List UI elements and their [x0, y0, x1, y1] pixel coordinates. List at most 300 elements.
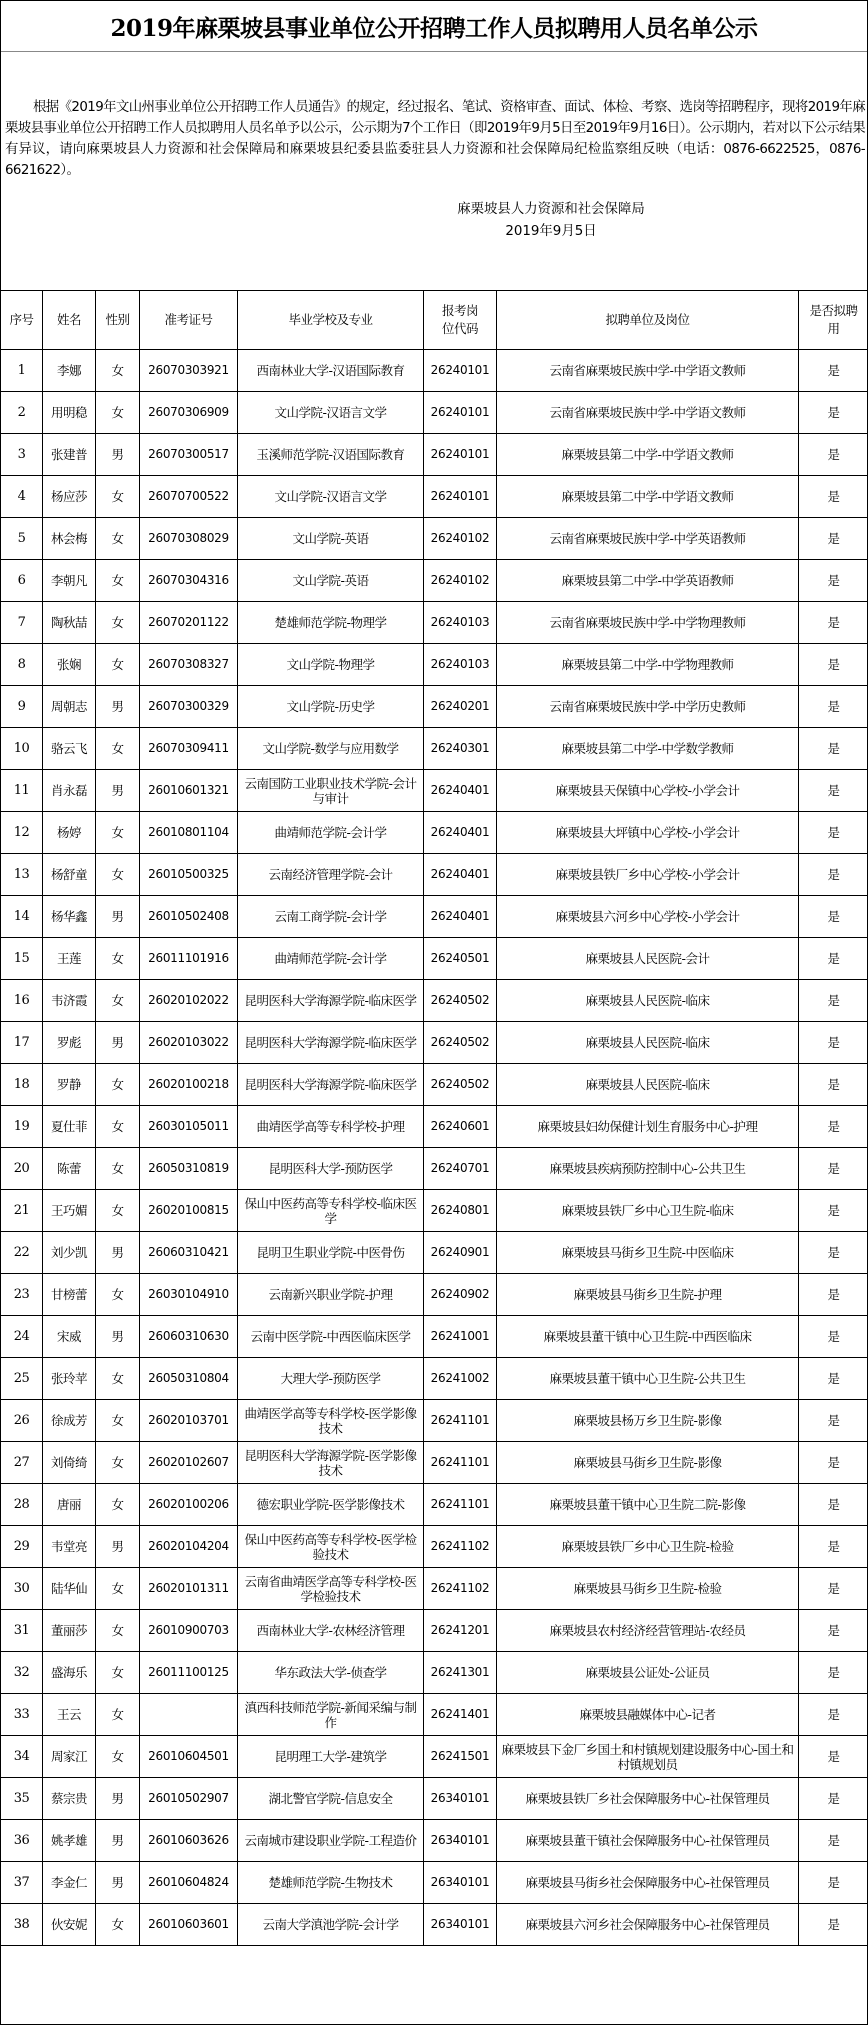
cell-seq: 18	[1, 1064, 43, 1106]
cell-exam-id	[140, 1694, 238, 1736]
cell-hired: 是	[799, 1316, 868, 1358]
cell-unit-post: 麻栗坡县融媒体中心-记者	[497, 1694, 799, 1736]
cell-gender: 女	[96, 1274, 140, 1316]
cell-unit-post: 麻栗坡县董干镇中心卫生院-中西医临床	[497, 1316, 799, 1358]
cell-gender: 女	[96, 1190, 140, 1232]
cell-post-code: 26240502	[424, 1022, 497, 1064]
cell-hired: 是	[799, 1526, 868, 1568]
cell-seq: 26	[1, 1400, 43, 1442]
cell-school-major: 文山学院-物理学	[238, 644, 424, 686]
cell-hired: 是	[799, 728, 868, 770]
cell-gender: 女	[96, 1484, 140, 1526]
cell-seq: 10	[1, 728, 43, 770]
table-row	[1, 1568, 868, 1610]
table-row	[1, 938, 868, 980]
cell-school-major: 昆明医科大学海源学院-临床医学	[238, 1064, 424, 1106]
table-row	[1, 1610, 868, 1652]
cell-school-major: 文山学院-英语	[238, 518, 424, 560]
cell-hired: 是	[799, 392, 868, 434]
table-row	[1, 1106, 868, 1148]
page-title: 2019年麻栗坡县事业单位公开招聘工作人员拟聘用人员名单公示	[1, 1, 867, 52]
cell-name: 林会梅	[43, 518, 96, 560]
cell-name: 张建普	[43, 434, 96, 476]
cell-unit-post: 麻栗坡县铁厂乡社会保障服务中心-社保管理员	[497, 1778, 799, 1820]
header-post-code: 报考岗位代码	[424, 291, 497, 350]
cell-seq: 2	[1, 392, 43, 434]
cell-unit-post: 麻栗坡县铁厂乡中心卫生院-检验	[497, 1526, 799, 1568]
cell-gender: 女	[96, 1904, 140, 1946]
table-row	[1, 728, 868, 770]
table-row	[1, 1022, 868, 1064]
cell-school-major: 楚雄师范学院-生物技术	[238, 1862, 424, 1904]
cell-exam-id: 26020100206	[140, 1484, 238, 1526]
cell-school-major: 云南新兴职业学院-护理	[238, 1274, 424, 1316]
cell-school-major: 曲靖医学高等专科学校-医学影像技术	[238, 1400, 424, 1442]
cell-seq: 19	[1, 1106, 43, 1148]
cell-school-major: 文山学院-英语	[238, 560, 424, 602]
cell-name: 宋威	[43, 1316, 96, 1358]
cell-gender: 男	[96, 1778, 140, 1820]
cell-gender: 男	[96, 1232, 140, 1274]
table-row	[1, 1484, 868, 1526]
cell-exam-id: 26070700522	[140, 476, 238, 518]
table-row	[1, 980, 868, 1022]
cell-hired: 是	[799, 938, 868, 980]
cell-post-code: 26241101	[424, 1400, 497, 1442]
cell-seq: 24	[1, 1316, 43, 1358]
cell-seq: 1	[1, 350, 43, 392]
header-hired: 是否拟聘用	[799, 291, 868, 350]
cell-exam-id: 26010603601	[140, 1904, 238, 1946]
cell-gender: 男	[96, 1820, 140, 1862]
cell-gender: 女	[96, 1064, 140, 1106]
cell-post-code: 26241102	[424, 1568, 497, 1610]
cell-exam-id: 26060310630	[140, 1316, 238, 1358]
cell-seq: 17	[1, 1022, 43, 1064]
cell-school-major: 保山中医药高等专科学校-临床医学	[238, 1190, 424, 1232]
cell-hired: 是	[799, 1694, 868, 1736]
cell-exam-id: 26050310804	[140, 1358, 238, 1400]
cell-unit-post: 云南省麻栗坡民族中学-中学历史教师	[497, 686, 799, 728]
table-row	[1, 1190, 868, 1232]
cell-exam-id: 26020100218	[140, 1064, 238, 1106]
table-row	[1, 770, 868, 812]
cell-post-code: 26240401	[424, 896, 497, 938]
cell-unit-post: 云南省麻栗坡民族中学-中学语文教师	[497, 392, 799, 434]
cell-school-major: 昆明医科大学海源学院-临床医学	[238, 1022, 424, 1064]
cell-gender: 男	[96, 686, 140, 728]
cell-post-code: 26340101	[424, 1820, 497, 1862]
cell-exam-id: 26050310819	[140, 1148, 238, 1190]
cell-hired: 是	[799, 1358, 868, 1400]
cell-exam-id: 26070304316	[140, 560, 238, 602]
cell-name: 蔡宗贵	[43, 1778, 96, 1820]
table-row	[1, 896, 868, 938]
cell-exam-id: 26070300517	[140, 434, 238, 476]
cell-school-major: 云南大学滇池学院-会计学	[238, 1904, 424, 1946]
cell-unit-post: 麻栗坡县董干镇中心卫生院二院-影像	[497, 1484, 799, 1526]
cell-school-major: 昆明医科大学海源学院-临床医学	[238, 980, 424, 1022]
table-row	[1, 1232, 868, 1274]
cell-post-code: 26241401	[424, 1694, 497, 1736]
cell-name: 陶秋喆	[43, 602, 96, 644]
cell-unit-post: 麻栗坡县马街乡卫生院-中医临床	[497, 1232, 799, 1274]
cell-name: 姚孝雄	[43, 1820, 96, 1862]
cell-seq: 23	[1, 1274, 43, 1316]
cell-name: 肖永磊	[43, 770, 96, 812]
cell-school-major: 西南林业大学-汉语国际教育	[238, 350, 424, 392]
cell-name: 李娜	[43, 350, 96, 392]
cell-hired: 是	[799, 1022, 868, 1064]
cell-hired: 是	[799, 1568, 868, 1610]
cell-gender: 女	[96, 1652, 140, 1694]
cell-post-code: 26240103	[424, 644, 497, 686]
cell-seq: 8	[1, 644, 43, 686]
signature-date: 2019年9月5日	[505, 224, 597, 239]
cell-unit-post: 麻栗坡县马街乡卫生院-护理	[497, 1274, 799, 1316]
cell-seq: 4	[1, 476, 43, 518]
table-row	[1, 560, 868, 602]
cell-name: 夏仕菲	[43, 1106, 96, 1148]
cell-exam-id: 26010502907	[140, 1778, 238, 1820]
header-gender: 性别	[96, 291, 140, 350]
cell-gender: 女	[96, 728, 140, 770]
cell-unit-post: 云南省麻栗坡民族中学-中学英语教师	[497, 518, 799, 560]
cell-hired: 是	[799, 1274, 868, 1316]
cell-seq: 3	[1, 434, 43, 476]
cell-unit-post: 麻栗坡县六河乡中心学校-小学会计	[497, 896, 799, 938]
cell-seq: 6	[1, 560, 43, 602]
cell-gender: 女	[96, 350, 140, 392]
cell-gender: 男	[96, 770, 140, 812]
cell-unit-post: 麻栗坡县第二中学-中学物理教师	[497, 644, 799, 686]
cell-unit-post: 麻栗坡县第二中学-中学语文教师	[497, 434, 799, 476]
cell-post-code: 26340101	[424, 1778, 497, 1820]
table-row	[1, 1148, 868, 1190]
table-row	[1, 1820, 868, 1862]
cell-school-major: 文山学院-数学与应用数学	[238, 728, 424, 770]
header-seq: 序号	[1, 291, 43, 350]
cell-gender: 女	[96, 1400, 140, 1442]
cell-name: 刘少凯	[43, 1232, 96, 1274]
cell-gender: 男	[96, 434, 140, 476]
cell-post-code: 26240103	[424, 602, 497, 644]
cell-post-code: 26241201	[424, 1610, 497, 1652]
cell-post-code: 26340101	[424, 1904, 497, 1946]
cell-school-major: 楚雄师范学院-物理学	[238, 602, 424, 644]
table-row	[1, 434, 868, 476]
cell-seq: 37	[1, 1862, 43, 1904]
cell-gender: 男	[96, 896, 140, 938]
cell-exam-id: 26070201122	[140, 602, 238, 644]
cell-post-code: 26240701	[424, 1148, 497, 1190]
cell-name: 杨舒童	[43, 854, 96, 896]
cell-seq: 34	[1, 1736, 43, 1778]
cell-unit-post: 麻栗坡县第二中学-中学语文教师	[497, 476, 799, 518]
cell-exam-id: 26020100815	[140, 1190, 238, 1232]
cell-unit-post: 麻栗坡县妇幼保健计划生育服务中心-护理	[497, 1106, 799, 1148]
header-exam-id: 准考证号	[140, 291, 238, 350]
cell-seq: 31	[1, 1610, 43, 1652]
cell-hired: 是	[799, 1652, 868, 1694]
cell-name: 王巧媚	[43, 1190, 96, 1232]
cell-name: 甘榜蕾	[43, 1274, 96, 1316]
cell-hired: 是	[799, 686, 868, 728]
cell-unit-post: 云南省麻栗坡民族中学-中学语文教师	[497, 350, 799, 392]
cell-name: 董丽莎	[43, 1610, 96, 1652]
cell-gender: 女	[96, 1610, 140, 1652]
cell-school-major: 昆明理工大学-建筑学	[238, 1736, 424, 1778]
cell-school-major: 昆明医科大学海源学院-医学影像技术	[238, 1442, 424, 1484]
cell-gender: 女	[96, 602, 140, 644]
cell-post-code: 26241102	[424, 1526, 497, 1568]
cell-unit-post: 麻栗坡县人民医院-会计	[497, 938, 799, 980]
header-name: 姓名	[43, 291, 96, 350]
table-row	[1, 1358, 868, 1400]
cell-gender: 女	[96, 644, 140, 686]
cell-exam-id: 26010601321	[140, 770, 238, 812]
cell-name: 唐丽	[43, 1484, 96, 1526]
cell-post-code: 26241101	[424, 1484, 497, 1526]
cell-hired: 是	[799, 644, 868, 686]
cell-exam-id: 26030105011	[140, 1106, 238, 1148]
cell-gender: 男	[96, 1316, 140, 1358]
cell-post-code: 26240102	[424, 518, 497, 560]
cell-name: 张娴	[43, 644, 96, 686]
table-row	[1, 1778, 868, 1820]
cell-seq: 5	[1, 518, 43, 560]
table-row	[1, 644, 868, 686]
cell-seq: 21	[1, 1190, 43, 1232]
cell-hired: 是	[799, 476, 868, 518]
cell-post-code: 26240101	[424, 392, 497, 434]
cell-school-major: 云南省曲靖医学高等专科学校-医学检验技术	[238, 1568, 424, 1610]
cell-school-major: 湖北警官学院-信息安全	[238, 1778, 424, 1820]
cell-seq: 27	[1, 1442, 43, 1484]
cell-post-code: 26240502	[424, 1064, 497, 1106]
cell-unit-post: 麻栗坡县第二中学-中学英语教师	[497, 560, 799, 602]
cell-name: 李朝凡	[43, 560, 96, 602]
cell-seq: 11	[1, 770, 43, 812]
cell-post-code: 26240401	[424, 812, 497, 854]
cell-unit-post: 麻栗坡县大坪镇中心学校-小学会计	[497, 812, 799, 854]
cell-unit-post: 麻栗坡县六河乡社会保障服务中心-社保管理员	[497, 1904, 799, 1946]
cell-school-major: 华东政法大学-侦查学	[238, 1652, 424, 1694]
cell-unit-post: 麻栗坡县农村经济经营管理站-农经员	[497, 1610, 799, 1652]
cell-school-major: 昆明医科大学-预防医学	[238, 1148, 424, 1190]
cell-hired: 是	[799, 1232, 868, 1274]
cell-hired: 是	[799, 1736, 868, 1778]
cell-hired: 是	[799, 896, 868, 938]
cell-seq: 15	[1, 938, 43, 980]
cell-unit-post: 麻栗坡县马街乡卫生院-检验	[497, 1568, 799, 1610]
cell-hired: 是	[799, 434, 868, 476]
cell-post-code: 26240102	[424, 560, 497, 602]
cell-unit-post: 麻栗坡县公证处-公证员	[497, 1652, 799, 1694]
table-row	[1, 476, 868, 518]
cell-school-major: 滇西科技师范学院-新闻采编与制作	[238, 1694, 424, 1736]
cell-hired: 是	[799, 1610, 868, 1652]
cell-hired: 是	[799, 1106, 868, 1148]
cell-unit-post: 麻栗坡县董干镇社会保障服务中心-社保管理员	[497, 1820, 799, 1862]
cell-name: 用明稳	[43, 392, 96, 434]
cell-school-major: 云南城市建设职业学院-工程造价	[238, 1820, 424, 1862]
cell-unit-post: 麻栗坡县马街乡卫生院-影像	[497, 1442, 799, 1484]
cell-seq: 20	[1, 1148, 43, 1190]
cell-exam-id: 26070300329	[140, 686, 238, 728]
table-row	[1, 1652, 868, 1694]
cell-unit-post: 麻栗坡县第二中学-中学数学教师	[497, 728, 799, 770]
cell-exam-id: 26070303921	[140, 350, 238, 392]
cell-name: 周朝志	[43, 686, 96, 728]
cell-post-code: 26340101	[424, 1862, 497, 1904]
cell-gender: 男	[96, 1862, 140, 1904]
cell-hired: 是	[799, 518, 868, 560]
cell-seq: 22	[1, 1232, 43, 1274]
cell-school-major: 德宏职业学院-医学影像技术	[238, 1484, 424, 1526]
cell-name: 刘倚绮	[43, 1442, 96, 1484]
candidate-table	[0, 290, 868, 1946]
cell-seq: 28	[1, 1484, 43, 1526]
cell-gender: 女	[96, 1148, 140, 1190]
cell-gender: 女	[96, 854, 140, 896]
cell-post-code: 26240801	[424, 1190, 497, 1232]
cell-school-major: 文山学院-汉语言文学	[238, 476, 424, 518]
table-row	[1, 1316, 868, 1358]
cell-exam-id: 26020102022	[140, 980, 238, 1022]
cell-exam-id: 26070308029	[140, 518, 238, 560]
cell-name: 李金仁	[43, 1862, 96, 1904]
cell-gender: 女	[96, 812, 140, 854]
cell-name: 韦济霞	[43, 980, 96, 1022]
cell-name: 罗彪	[43, 1022, 96, 1064]
cell-unit-post: 云南省麻栗坡民族中学-中学物理教师	[497, 602, 799, 644]
cell-unit-post: 麻栗坡县董干镇中心卫生院-公共卫生	[497, 1358, 799, 1400]
table-row	[1, 686, 868, 728]
cell-name: 杨华鑫	[43, 896, 96, 938]
cell-seq: 16	[1, 980, 43, 1022]
cell-seq: 29	[1, 1526, 43, 1568]
cell-hired: 是	[799, 854, 868, 896]
cell-name: 杨应莎	[43, 476, 96, 518]
cell-hired: 是	[799, 1190, 868, 1232]
cell-name: 韦堂亮	[43, 1526, 96, 1568]
table-row	[1, 1904, 868, 1946]
cell-school-major: 保山中医药高等专科学校-医学检验技术	[238, 1526, 424, 1568]
cell-name: 骆云飞	[43, 728, 96, 770]
cell-hired: 是	[799, 1064, 868, 1106]
cell-unit-post: 麻栗坡县下金厂乡国土和村镇规划建设服务中心-国土和村镇规划员	[497, 1736, 799, 1778]
cell-gender: 女	[96, 1736, 140, 1778]
cell-gender: 男	[96, 1526, 140, 1568]
cell-name: 徐成芳	[43, 1400, 96, 1442]
cell-name: 杨婷	[43, 812, 96, 854]
cell-unit-post: 麻栗坡县铁厂乡中心学校-小学会计	[497, 854, 799, 896]
cell-seq: 32	[1, 1652, 43, 1694]
cell-unit-post: 麻栗坡县人民医院-临床	[497, 1022, 799, 1064]
cell-post-code: 26241501	[424, 1736, 497, 1778]
header-school-major: 毕业学校及专业	[238, 291, 424, 350]
cell-seq: 13	[1, 854, 43, 896]
table-row	[1, 1064, 868, 1106]
cell-hired: 是	[799, 980, 868, 1022]
cell-gender: 女	[96, 1568, 140, 1610]
cell-hired: 是	[799, 1778, 868, 1820]
cell-post-code: 26240401	[424, 770, 497, 812]
cell-exam-id: 26060310421	[140, 1232, 238, 1274]
table-row	[1, 1400, 868, 1442]
cell-school-major: 大理大学-预防医学	[238, 1358, 424, 1400]
cell-gender: 女	[96, 1442, 140, 1484]
cell-school-major: 曲靖医学高等专科学校-护理	[238, 1106, 424, 1148]
cell-exam-id: 26010801104	[140, 812, 238, 854]
cell-hired: 是	[799, 602, 868, 644]
cell-exam-id: 26070306909	[140, 392, 238, 434]
cell-unit-post: 麻栗坡县马街乡社会保障服务中心-社保管理员	[497, 1862, 799, 1904]
cell-post-code: 26240401	[424, 854, 497, 896]
cell-school-major: 曲靖师范学院-会计学	[238, 938, 424, 980]
cell-seq: 35	[1, 1778, 43, 1820]
cell-gender: 女	[96, 518, 140, 560]
cell-hired: 是	[799, 770, 868, 812]
cell-gender: 女	[96, 1106, 140, 1148]
cell-exam-id: 26070308327	[140, 644, 238, 686]
cell-hired: 是	[799, 1400, 868, 1442]
table-row	[1, 1274, 868, 1316]
cell-unit-post: 麻栗坡县杨万乡卫生院-影像	[497, 1400, 799, 1442]
cell-exam-id: 26010604824	[140, 1862, 238, 1904]
cell-post-code: 26240502	[424, 980, 497, 1022]
cell-exam-id: 26020104204	[140, 1526, 238, 1568]
cell-seq: 12	[1, 812, 43, 854]
cell-hired: 是	[799, 1442, 868, 1484]
cell-seq: 36	[1, 1820, 43, 1862]
cell-exam-id: 26010604501	[140, 1736, 238, 1778]
cell-seq: 14	[1, 896, 43, 938]
cell-school-major: 昆明卫生职业学院-中医骨伤	[238, 1232, 424, 1274]
cell-seq: 7	[1, 602, 43, 644]
cell-post-code: 26240301	[424, 728, 497, 770]
cell-school-major: 文山学院-汉语言文学	[238, 392, 424, 434]
cell-gender: 女	[96, 1358, 140, 1400]
cell-hired: 是	[799, 1148, 868, 1190]
cell-exam-id: 26030104910	[140, 1274, 238, 1316]
cell-gender: 女	[96, 980, 140, 1022]
cell-name: 王莲	[43, 938, 96, 980]
table-row	[1, 1736, 868, 1778]
cell-post-code: 26240901	[424, 1232, 497, 1274]
cell-seq: 38	[1, 1904, 43, 1946]
cell-name: 张玲苹	[43, 1358, 96, 1400]
cell-exam-id: 26070309411	[140, 728, 238, 770]
cell-name: 盛海乐	[43, 1652, 96, 1694]
cell-gender: 女	[96, 560, 140, 602]
cell-school-major: 曲靖师范学院-会计学	[238, 812, 424, 854]
cell-name: 罗静	[43, 1064, 96, 1106]
cell-hired: 是	[799, 812, 868, 854]
cell-unit-post: 麻栗坡县天保镇中心学校-小学会计	[497, 770, 799, 812]
cell-post-code: 26241301	[424, 1652, 497, 1694]
cell-post-code: 26240101	[424, 476, 497, 518]
signature-block	[401, 199, 701, 243]
table-row	[1, 392, 868, 434]
cell-hired: 是	[799, 350, 868, 392]
cell-post-code: 26240101	[424, 350, 497, 392]
table-row	[1, 602, 868, 644]
cell-unit-post: 麻栗坡县人民医院-临床	[497, 980, 799, 1022]
cell-school-major: 云南中医学院-中西医临床医学	[238, 1316, 424, 1358]
cell-school-major: 西南林业大学-农林经济管理	[238, 1610, 424, 1652]
